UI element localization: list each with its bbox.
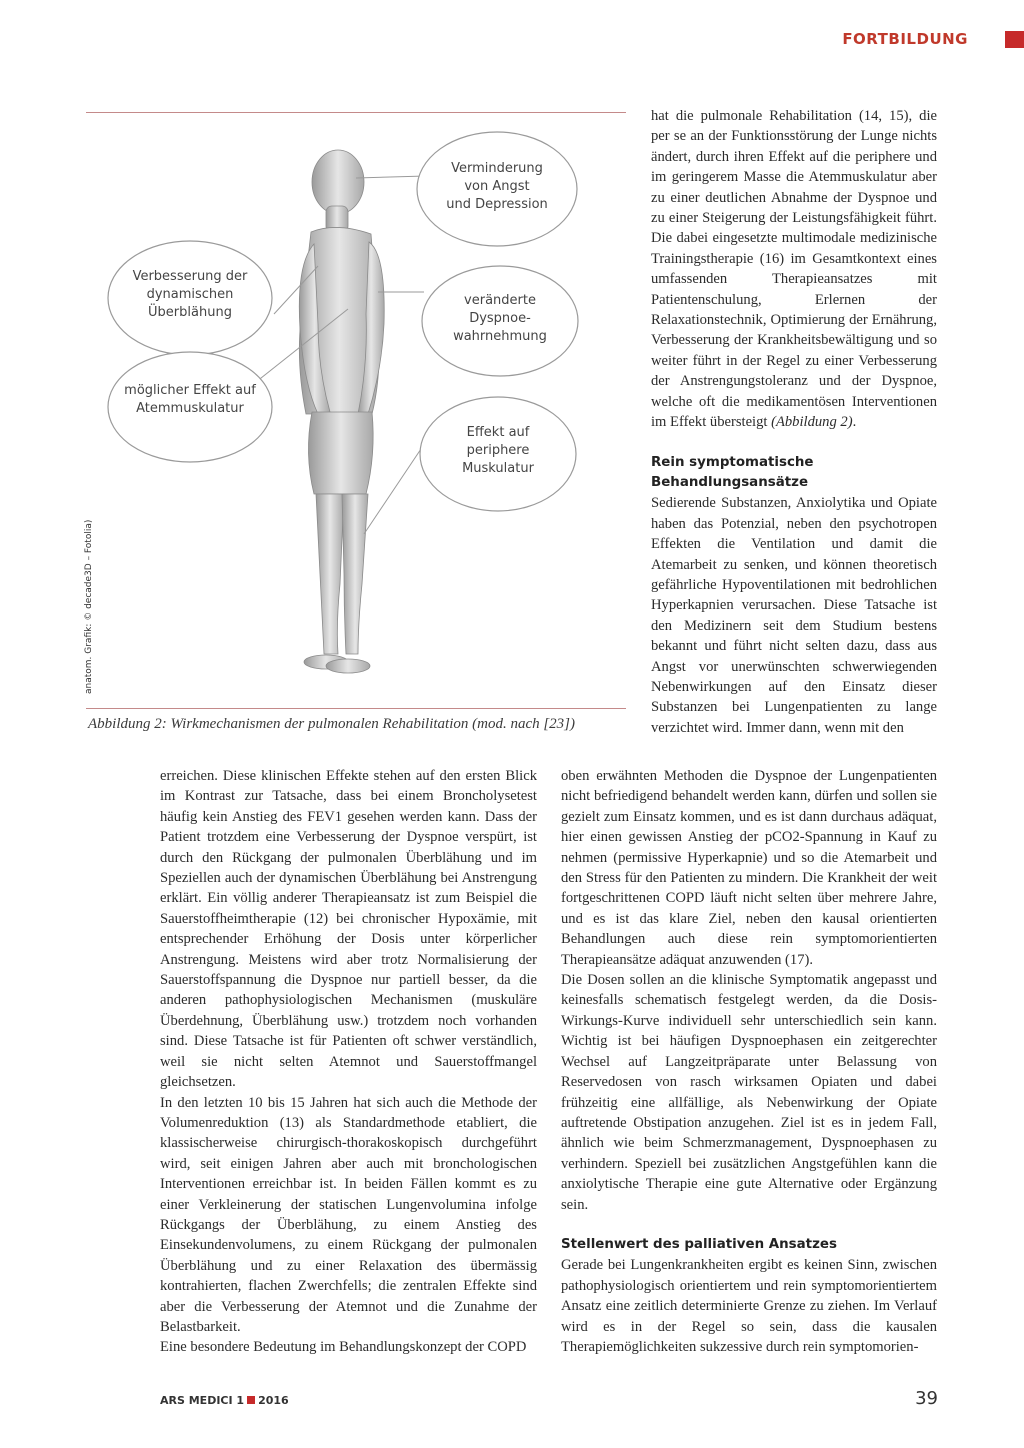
footer-accent-square [247,1396,255,1404]
subhead-symptomatic: Rein symptomatische Behandlungsansätze [651,454,814,490]
anatomy-figure-svg [86,114,616,709]
left-paragraph-1: erreichen. Diese klinischen Effekte stehen auf den ersten Blick im Kontrast zur Tatsache, dass bei einem Broncholysetest häufig kein Anstieg des FEV1 gesehen werden kann. Dass der Patient trotzdem eine Verbesserung der Dyspnoe verspürt, ist durch den Rückgang der pulmonalen Überblähung und im Speziellen auch der dynamischen Überblähung bei Anstrengung erklärt. Ein völlig anderer Therapieansatz ist zum Beispiel die Sauerstoffheimtherapie (12) bei chronischer Hypoxämie, mit entsprechender Erhöhung der Dosis unter körperlicher Anstrengung. Meistens wird aber trotz Normalisierung der Sauerstoffspannung die Dyspnoe nur partiell besser, da die anderen pathophysiologischen Mechanismen (muskuläre Überdehnung, Überblähung usw.) trotzdem noch vorhanden sind. Diese Tatsache ist für Patienten oft schwer verständlich, weil sie nicht selten Atemnot und Sauerstoffmangel gleichsetzen. [160,768,537,1091]
subhead-palliative: Stellenwert des palliativen Ansatzes [561,1236,837,1252]
human-figure [299,150,384,673]
figure-reference: (Abbildung 2) [771,414,853,431]
left-column [160,766,537,1358]
right-top-column [651,106,937,738]
right-column [561,766,937,1357]
right-paragraph-1: oben erwähnten Methoden die Dyspnoe der Lungenpatienten nicht befriedigend behandelt werden kann, dürfen und sollen sie gezielt zum Einsatz kommen, und es ist dann durchaus adäquat, hier einen gewissen Anstieg der pCO2-Spannung in Kauf zu nehmen (permissive Hyperkapnie) und so die Atemarbeit und den Stress für den Patienten zu mindern. Die Krankheit der weit fortgeschrittenen COPD läuft nicht selten über mehrere Jahre, und es ist das klare Ziel, neben den kausal orientierten Behandlungen auch diese rein symptomorientierten Therapieansätze adäquat anzuwenden (17). [561,768,937,968]
figure-caption: Abbildung 2: Wirkmechanismen der pulmonalen Rehabilitation (mod. nach [23]) [88,716,576,732]
section-accent-square [1005,31,1024,48]
rehab-paragraph: hat die pulmonale Rehabilitation (14, 15), die per se an der Funktionsstörung der Lunge nichts ändert, durch ihren Effekt auf die periphere und im geringerem Masse die Atemmuskulatur aber zu einer deutlichen Abnahme der Dyspnoe und zu einer Steigerung der Leistungsfähigkeit führt. Die dabei eingesetzte multimodale medizinische Trainingstherapie (16) im Gesamtkontext eines umfassenden Therapieansatzes mit Patientenschulung, Erlernen der Relaxationstechnik, Optimierung der Ernährung, Verbesserung der Krankheitsbewältigung und so weiter führt in der Regel zu einer Verbesserung der Anstrengungstoleranz und der Dyspnoe, welche oft die medikamentösen Interventionen im Effekt übersteigt (Abbildung 2). [651,108,937,431]
left-paragraph-2: In den letzten 10 bis 15 Jahren hat sich auch die Methode der Volumenreduktion (13) als Standardmethode etabliert, die klassischerweise chirurgisch-thorakoskopisch durchgeführt wird, seit einigen Jahren aber auch mit bronchologischen Interventionen erreichbar ist. In beiden Fällen kommt es zu einer Verkleinerung der statischen Lungenvolumina infolge Rückgangs der Überblähung, zu einem Anstieg des Einsekundenvolumens, zu einem Rückgang der pulmonalen Überblähung und zu einer Relaxation des übermässig kontrahierten, flachen Zwerchfells; die zentralen Effekte sind aber die Verbesserung der Atemnot und die Zunahme der Belastbarkeit. [160,1094,537,1335]
section-label: FORTBILDUNG [842,30,968,48]
footer-journal: ARS MEDICI 1 2016 [160,1394,289,1407]
figure-illustration [86,114,616,709]
right-paragraph-2: Die Dosen sollen an die klinische Symptomatik angepasst und keinesfalls schematisch festgelegt werden, da die Dosis-Wirkungs-Kurve individuell sehr unterschiedlich sein kann. Wichtig ist bei häufigen Dyspnoephasen ein zeitgerechter Wechsel auf Langzeitpräparate unter Belassung von Reservedosen von rasch wirksamen Opiaten und dabei frühzeitig eine allfällige, als Nebenwirkung der Opiate auftretende Obstipation anzugehen. Ziel ist es in jedem Fall, ähnlich wie beim Schmerzmanagement, Dyspnoephasen zu verhindern. Speziell bei zusätzlichen Angstgefühlen kann die anxiolytische Therapie eine gute Alternative oder Ergänzung sein. [561,972,937,1213]
page-number: 39 [915,1388,938,1409]
photo-credit: anatom. Grafik: © decade3D – Fotolia) [84,519,94,694]
right-paragraph-3: Gerade bei Lungenkrankheiten ergibt es keinen Sinn, zwischen pathophysiologisch orientiertem und rein symptomorientiertem Ansatz eine zeitlich determinierte Grenze zu ziehen. Im Verlauf wird es in der Regel so sein, dass die kausalen Therapiemöglichkeiten sukzessive durch rein symptomorien- [561,1257,937,1355]
sedatives-paragraph: Sedierende Substanzen, Anxiolytika und Opiate haben das Potenzial, neben den psychotropen Effekten die Ventilation und damit die Atemarbeit zu senken, und können theoretisch gefährliche Hypoventilationen mit bedrohlichen Hyperkapnien verursachen. Diese Tatsache ist den Medizinern seit dem Studium bestens bekannt und führt nicht selten dazu, dass aus Angst vor unerwünschten schwerwiegenden Nebenwirkungen auf den Einsatz dieser Substanzen bei Lungenpatienten zu lange verzichtet wird. Immer dann, wenn mit den [651,495,937,736]
bubble-label-4: möglicher Effekt auf Atemmuskulatur [124,383,256,416]
left-paragraph-3: Eine besondere Bedeutung im Behandlungskonzept der COPD [160,1339,527,1356]
bubble-label-1: Verminderung von Angst und Depression [446,161,548,212]
figure-top-rule [86,112,626,113]
bubble-label-2: Verbesserung der dynamischen Überblähung [132,269,248,320]
bubble-label-3: veränderte Dyspnoe-wahrnehmung [453,293,547,344]
bubble-label-5: Effekt auf periphere Muskulatur [462,425,534,476]
